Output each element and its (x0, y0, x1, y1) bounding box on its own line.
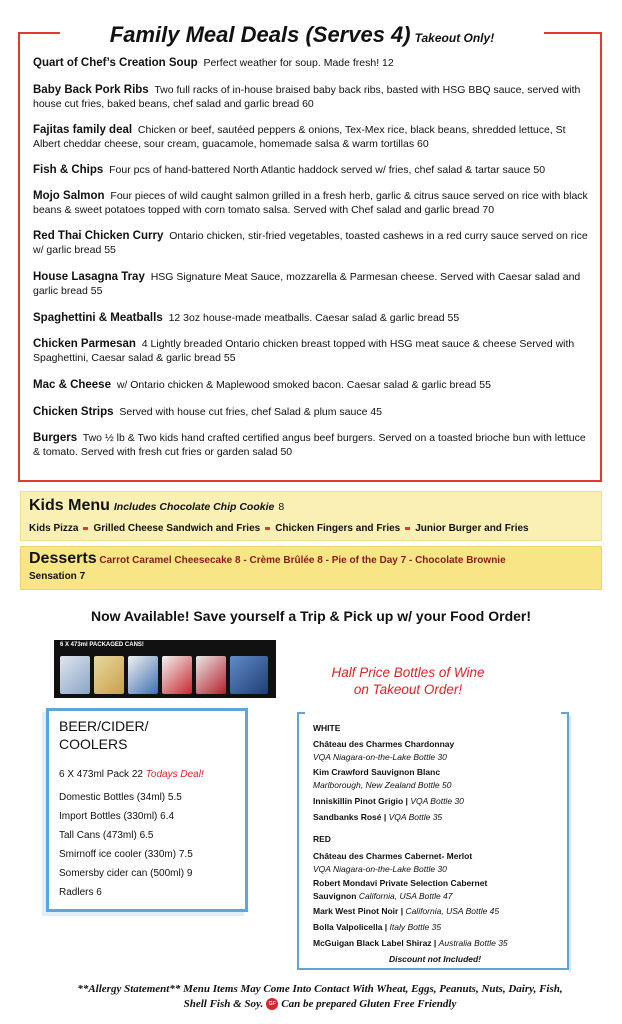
menu-item-desc: w/ Ontario chicken & Maplewood smoked bacon. Caesar salad & garlic bread 55 (116, 379, 491, 391)
wine-name: Château des Charmes Cabernet- Merlot (313, 851, 473, 861)
beer-item: Import Bottles (330ml) 6.4 (59, 811, 175, 822)
menu-item-desc: HSG Signature Meat Sauce, mozzarella & Parmesan cheese. Served with Caesar salad and garlic bread 55 (33, 271, 581, 297)
menu-item-name: Spaghettini & Meatballs (33, 312, 163, 324)
menu-item (33, 189, 593, 217)
family-title-text: Family Meal Deals (Serves 4) (109, 22, 411, 47)
menu-item (33, 311, 593, 325)
beer-title-line: COOLERS (59, 736, 128, 752)
now-available-banner: Now Available! Save yourself a Trip & Pick up w/ your Food Order! (90, 608, 532, 624)
gluten-free-text: Can be prepared Gluten Free Friendly (281, 998, 457, 1010)
discount-note: Discount not Included! (388, 954, 482, 964)
wine-white-header: WHITE (313, 723, 341, 733)
wine-line (313, 922, 441, 932)
wine-list-box (297, 712, 569, 970)
menu-item-name: House Lasagna Tray (33, 271, 145, 283)
desserts-title: Desserts (29, 550, 97, 567)
desserts-items: Carrot Caramel Cheesecake 8 - Crème Brûlée 8 - Pie of the Day 7 - Chocolate Brownie (99, 555, 506, 566)
menu-item-name: Chicken Parmesan (33, 338, 136, 350)
kids-item: Chicken Fingers and Fries (275, 523, 401, 534)
beer-item: Tall Cans (473ml) 6.5 (59, 830, 154, 841)
wine-promo-line: on Takeout Order! (353, 682, 463, 697)
wine-line (313, 812, 442, 822)
wine-promo (296, 664, 520, 698)
menu-item-desc: Ontario chicken, stir-fried vegetables, toasted cashews in a red curry sauce served on rice w/ garlic bread 55 (33, 230, 588, 256)
wine-name: Château des Charmes Chardonnay (313, 739, 455, 749)
wine-line (313, 891, 453, 901)
can-pack-icon (196, 656, 226, 694)
wine-red-header: RED (313, 834, 331, 844)
wine-line (313, 938, 508, 948)
menu-item-name: Mac & Cheese (33, 379, 111, 391)
can-pack-icon (128, 656, 158, 694)
menu-item (33, 270, 593, 298)
menu-item (33, 405, 593, 419)
menu-item (33, 123, 593, 151)
kids-item: Junior Burger and Fries (415, 523, 529, 534)
wine-line (313, 796, 464, 806)
wine-detail: Italy Bottle 35 (389, 922, 442, 932)
menu-item (33, 163, 593, 177)
wine-name: Kim Crawford Sauvignon Blanc (313, 767, 441, 777)
separator-dash (265, 527, 270, 530)
wine-detail: Australia Bottle 35 (438, 938, 508, 948)
desserts-line (29, 551, 595, 585)
menu-item-desc: 12 3oz house-made meatballs. Caesar salad & garlic bread 55 (168, 312, 460, 324)
wine-name: Sandbanks Rosé | (313, 812, 389, 822)
wine-name: Robert Mondavi Private Selection Cabernet (313, 878, 488, 888)
beer-item: Radlers 6 (59, 887, 102, 898)
menu-item-name: Fish & Chips (33, 164, 104, 176)
menu-item-name: Fajitas family deal (33, 124, 133, 136)
wine-name: Mark West Pinot Noir | (313, 906, 406, 916)
separator-dash (405, 527, 410, 530)
menu-item (33, 56, 593, 70)
wine-detail: VQA Niagara-on-the-Lake Bottle 30 (313, 752, 447, 762)
kids-menu-price: 8 (278, 501, 285, 513)
menu-item-desc: Chicken or beef, sautéed peppers & onions, Tex-Mex rice, black beans, shredded lettuce, St Albert cheddar cheese, sour cream, guacamole, homemade salsa & warm tortillas 60 (33, 124, 566, 150)
wine-detail: VQA Bottle 35 (388, 812, 443, 822)
kids-menu-subtitle: Includes Chocolate Chip Cookie (113, 501, 275, 513)
wine-name: Sauvignon (313, 891, 359, 901)
beer-item: Domestic Bottles (34ml) 5.5 (59, 792, 182, 803)
beer-item: Somersby cider can (500ml) 9 (59, 868, 193, 879)
menu-item (33, 337, 593, 365)
menu-item-desc: Four pcs of hand-battered North Atlantic haddock served w/ fries, chef salad & tartar sauce 50 (109, 164, 546, 176)
menu-item (33, 229, 593, 257)
desserts-items-cont: Sensation 7 (29, 571, 86, 582)
allergy-line (20, 997, 620, 1012)
can-pack-icon (94, 656, 124, 694)
wine-line (313, 906, 499, 916)
kids-menu-heading (29, 497, 284, 515)
menu-item-name: Baby Back Pork Ribs (33, 84, 149, 96)
wine-detail: VQA Bottle 30 (410, 796, 464, 806)
allergy-line: **Allergy Statement** Menu Items May Come Into Contact With Wheat, Eggs, Peanuts, Nuts, Dairy, Fish, (77, 983, 563, 995)
gluten-free-icon: GF (266, 998, 278, 1010)
allergy-statement (20, 982, 620, 1012)
wine-detail: California, USA Bottle 47 (358, 891, 453, 901)
kids-menu-title: Kids Menu (29, 497, 110, 514)
beer-item: Smirnoff ice cooler (330m) 7.5 (59, 849, 193, 860)
menu-item-desc: 4 Lightly breaded Ontario chicken breast topped with HSG meat sauce & cheese Served with Spaghettini, Caesar salad & garlic bread 55 (33, 338, 575, 364)
wine-name: McGuigan Black Label Shiraz | (313, 938, 439, 948)
menu-item (33, 431, 593, 459)
kids-menu-items (29, 523, 529, 534)
beer-cans-image (54, 640, 276, 698)
menu-item-desc: Perfect weather for soup. Made fresh! 12 (203, 57, 394, 69)
can-pack-icon (230, 656, 268, 694)
beer-item (59, 769, 204, 780)
menu-item-name: Red Thai Chicken Curry (33, 230, 164, 242)
wine-name: Bolla Valpolicella | (313, 922, 390, 932)
wine-name: Inniskillin Pinot Grigio | (313, 796, 411, 806)
wine-detail: Marlborough, New Zealand Bottle 50 (313, 780, 452, 790)
kids-item: Grilled Cheese Sandwich and Fries (93, 523, 261, 534)
menu-item (33, 83, 593, 111)
menu-item-desc: Two full racks of in-house braised baby back ribs, basted with HSG BBQ sauce, served with house cut fries, baked beans, chef salad and garlic bread 60 (33, 84, 581, 110)
beer-cider-coolers-box (46, 708, 248, 912)
menu-item-desc: Served with house cut fries, chef Salad & plum sauce 45 (119, 406, 383, 418)
can-pack-icon (60, 656, 90, 694)
menu-item-name: Chicken Strips (33, 406, 114, 418)
menu-item (33, 378, 593, 392)
family-meal-title (60, 22, 544, 50)
menu-item-name: Mojo Salmon (33, 190, 105, 202)
kids-item: Kids Pizza (29, 523, 79, 534)
todays-deal-label: Todays Deal! (145, 769, 204, 780)
wine-detail: VQA Niagara-on-the-Lake Bottle 30 (313, 864, 447, 874)
allergy-text: Shell Fish & Soy. (183, 998, 264, 1010)
cans-label: 6 X 473ml PACKAGED CANS! (60, 642, 144, 648)
menu-item-desc: Four pieces of wild caught salmon grilled in a fresh herb, garlic & citrus sauce served on rice with black beans & sweet potatoes topped with corn tomato salsa. Served with Chef salad and garlic bread 70 (33, 190, 588, 216)
menu-item-name: Quart of Chef’s Creation Soup (33, 57, 198, 69)
wine-detail: California, USA Bottle 45 (405, 906, 500, 916)
kids-menu-box (20, 491, 602, 541)
separator-dash (83, 527, 88, 530)
can-pack-icon (162, 656, 192, 694)
beer-title (59, 717, 148, 753)
beer-title-line: BEER/CIDER/ (59, 718, 149, 734)
desserts-box (20, 546, 602, 590)
takeout-only-label: Takeout Only! (414, 31, 495, 45)
wine-promo-line: Half Price Bottles of Wine (331, 665, 485, 680)
beer-pack-label: 6 X 473ml Pack 22 (59, 769, 146, 780)
menu-item-desc: Two ½ lb & Two kids hand crafted certified angus beef burgers. Served on a toasted brioche bun with lettuce & tomato. Served with fresh cut fries or garden salad 50 (33, 432, 586, 458)
menu-item-name: Burgers (33, 432, 78, 444)
